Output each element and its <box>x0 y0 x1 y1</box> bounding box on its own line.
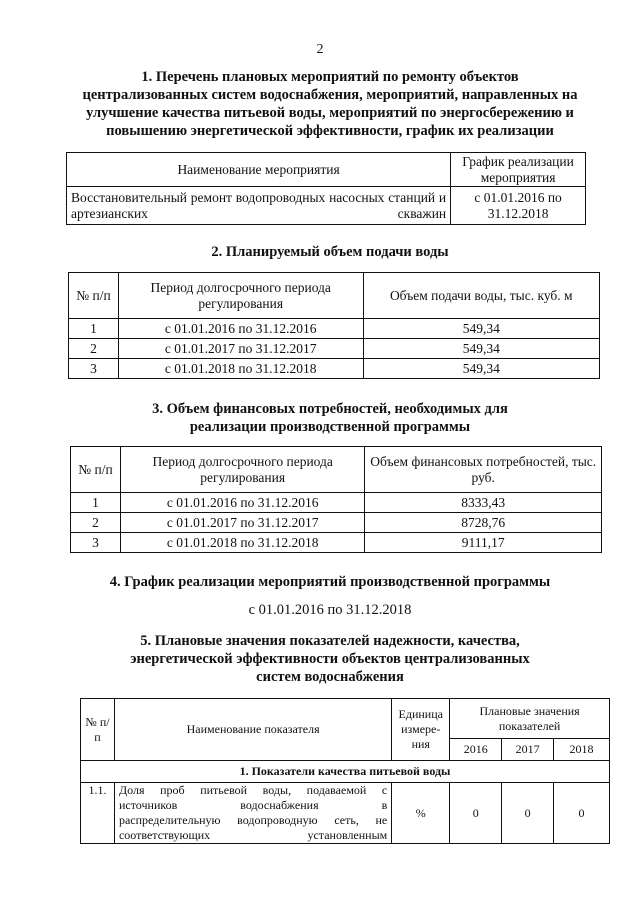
section5-title-line: 5. Плановые значения показателей надежности, качества, <box>140 633 520 649</box>
measures-header-schedule: График реализации мероприятия <box>451 153 586 187</box>
year-2016-header: 2016 <box>450 739 502 761</box>
water-supply-table <box>68 272 600 379</box>
section1-title-line: 1. Перечень плановых мероприятий по ремонту объектов <box>141 69 519 85</box>
table-row <box>69 359 600 379</box>
section2-title: 2. Планируемый объем подачи воды <box>211 244 449 260</box>
measure-schedule: с 01.01.2016 по 31.12.2018 <box>451 187 586 225</box>
indicators-header-unit: Единица измере-ния <box>392 699 450 761</box>
water-header-num: № п/п <box>69 273 119 319</box>
indicator-name <box>114 783 391 844</box>
water-header-volume: Объем подачи воды, тыс. куб. м <box>363 273 600 319</box>
table-row <box>81 783 610 844</box>
row-num: 1.1. <box>81 783 115 844</box>
row-volume: 549,34 <box>363 339 600 359</box>
measure-name: Восстановительный ремонт водопроводных насосных станций и артезианских скважин <box>67 187 451 225</box>
row-num: 3 <box>71 533 121 553</box>
indicator-name-line: Доля проб питьевой воды, подаваемой с <box>118 783 388 797</box>
row-period: с 01.01.2017 по 31.12.2017 <box>120 513 365 533</box>
section4-title: 4. График реализации мероприятий производственной программы <box>109 574 551 590</box>
row-period: с 01.01.2016 по 31.12.2016 <box>120 493 365 513</box>
row-amount: 9111,17 <box>365 533 602 553</box>
row-volume: 549,34 <box>363 319 600 339</box>
table-row <box>67 187 586 225</box>
row-amount: 8333,43 <box>365 493 602 513</box>
row-num: 1 <box>71 493 121 513</box>
row-period: с 01.01.2017 по 31.12.2017 <box>118 339 363 359</box>
section1-title-line: централизованных систем водоснабжения, мероприятий, направленных на <box>82 87 578 103</box>
measures-header-name: Наименование мероприятия <box>67 153 451 187</box>
row-num: 3 <box>69 359 119 379</box>
year-2018-header: 2018 <box>554 739 610 761</box>
section4-period: с 01.01.2016 по 31.12.2018 <box>248 602 412 618</box>
section3-title-line: реализации производственной программы <box>189 419 471 435</box>
section5-title-line: систем водоснабжения <box>256 669 404 685</box>
table-row <box>71 533 602 553</box>
row-num: 2 <box>71 513 121 533</box>
indicator-name-line: соответствующих установленным <box>118 828 388 842</box>
finance-header-volume: Объем финансовых потребностей, тыс. руб. <box>365 447 602 493</box>
finance-header-num: № п/п <box>71 447 121 493</box>
indicator-value-2016: 0 <box>450 783 502 844</box>
section1-title-line: улучшение качества питьевой воды, мероприятий по энергосбережению и <box>86 105 574 121</box>
indicator-value-2017: 0 <box>502 783 554 844</box>
section5-title <box>60 632 600 686</box>
finance-header-period: Период долгосрочного периода регулирования <box>120 447 365 493</box>
table-row <box>71 493 602 513</box>
section1-title <box>60 68 600 140</box>
section5-title-line: энергетической эффективности объектов централизованных <box>130 651 530 667</box>
row-num: 2 <box>69 339 119 359</box>
indicator-group-title: 1. Показатели качества питьевой воды <box>81 761 610 783</box>
indicators-table <box>80 698 610 844</box>
row-volume: 549,34 <box>363 359 600 379</box>
row-period: с 01.01.2018 по 31.12.2018 <box>118 359 363 379</box>
year-2017-header: 2017 <box>502 739 554 761</box>
page-number: 2 <box>316 42 324 57</box>
indicator-name-line: источников водоснабжения в <box>118 798 388 812</box>
section3-title-line: 3. Объем финансовых потребностей, необходимых для <box>152 401 508 417</box>
row-period: с 01.01.2018 по 31.12.2018 <box>120 533 365 553</box>
measures-table <box>66 152 586 225</box>
indicators-header-name: Наименование показателя <box>114 699 391 761</box>
financial-needs-table <box>70 446 602 553</box>
table-row <box>69 339 600 359</box>
row-num: 1 <box>69 319 119 339</box>
section3-title <box>60 400 600 436</box>
table-row <box>69 319 600 339</box>
water-header-period: Период долгосрочного периода регулирования <box>118 273 363 319</box>
indicators-header-planned: Плановые значения показателей <box>450 699 610 739</box>
row-amount: 8728,76 <box>365 513 602 533</box>
indicator-name-line: распределительную водопроводную сеть, не <box>118 813 388 827</box>
table-row <box>71 513 602 533</box>
row-period: с 01.01.2016 по 31.12.2016 <box>118 319 363 339</box>
indicator-unit: % <box>392 783 450 844</box>
section1-title-line: повышению энергетической эффективности, график их реализации <box>106 123 554 139</box>
indicators-header-num: № п/п <box>81 699 115 761</box>
indicator-value-2018: 0 <box>554 783 610 844</box>
